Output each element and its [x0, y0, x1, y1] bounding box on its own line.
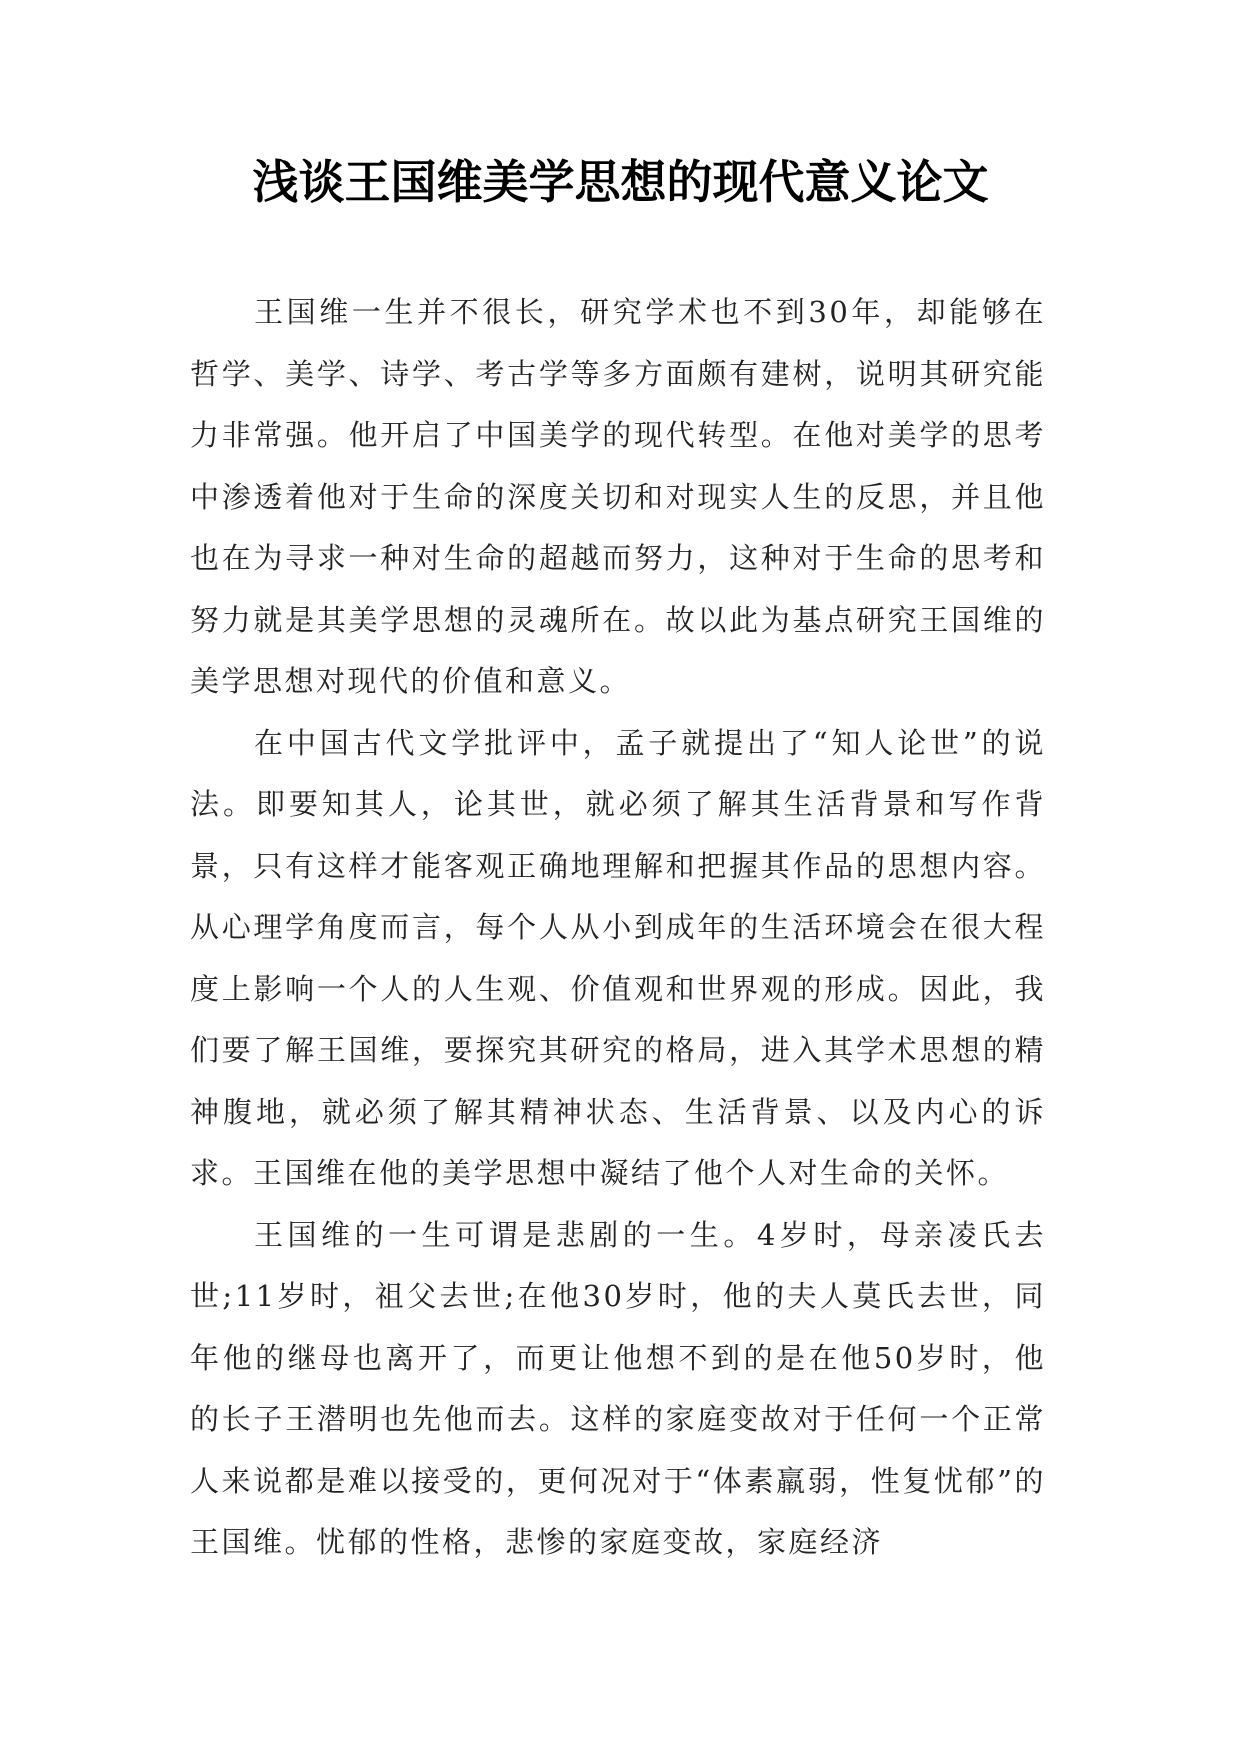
paragraph-2: 在中国古代文学批评中，孟子就提出了“知人论世”的说法。即要知其人，论其世，就必须了解其生活背景和写作背景，只有这样才能客观正确地理解和把握其作品的思想内容。从心理学角度而言，每个人从小到成年的生活环境会在很大程度上影响一个人的人生观、价值观和世界观的形成。因此，我们要了解王国维，要探究其研究的格局，进入其学术思想的精神腹地，就必须了解其精神状态、生活背景、以及内心的诉求。王国维在他的美学思想中凝结了他个人对生命的关怀。: [190, 725, 1046, 1190]
document-title: 浅谈王国维美学思想的现代意义论文: [252, 155, 989, 209]
paragraph-3: 王国维的一生可谓是悲剧的一生。4岁时，母亲凌氏去世;11岁时，祖父去世;在他30岁时，他的夫人莫氏去世，同年他的继母也离开了，而更让他想不到的是在他50岁时，他的长子王潜明也先他而去。这样的家庭变故对于任何一个正常人来说都是难以接受的，更何况对于“体素羸弱，性复忧郁”的王国维。忧郁的性格，悲惨的家庭变故，家庭经济: [190, 1217, 1046, 1559]
document-body: [190, 282, 1046, 1574]
paragraph-1: 王国维一生并不很长，研究学术也不到30年，却能够在哲学、美学、诗学、考古学等多方面颇有建树，说明其研究能力非常强。他开启了中国美学的现代转型。在他对美学的思考中渗透着他对于生命的深度关切和对现实人生的反思，并且他也在为寻求一种对生命的超越而努力，这种对于生命的思考和努力就是其美学思想的灵魂所在。故以此为基点研究王国维的美学思想对现代的价值和意义。: [190, 295, 1046, 698]
